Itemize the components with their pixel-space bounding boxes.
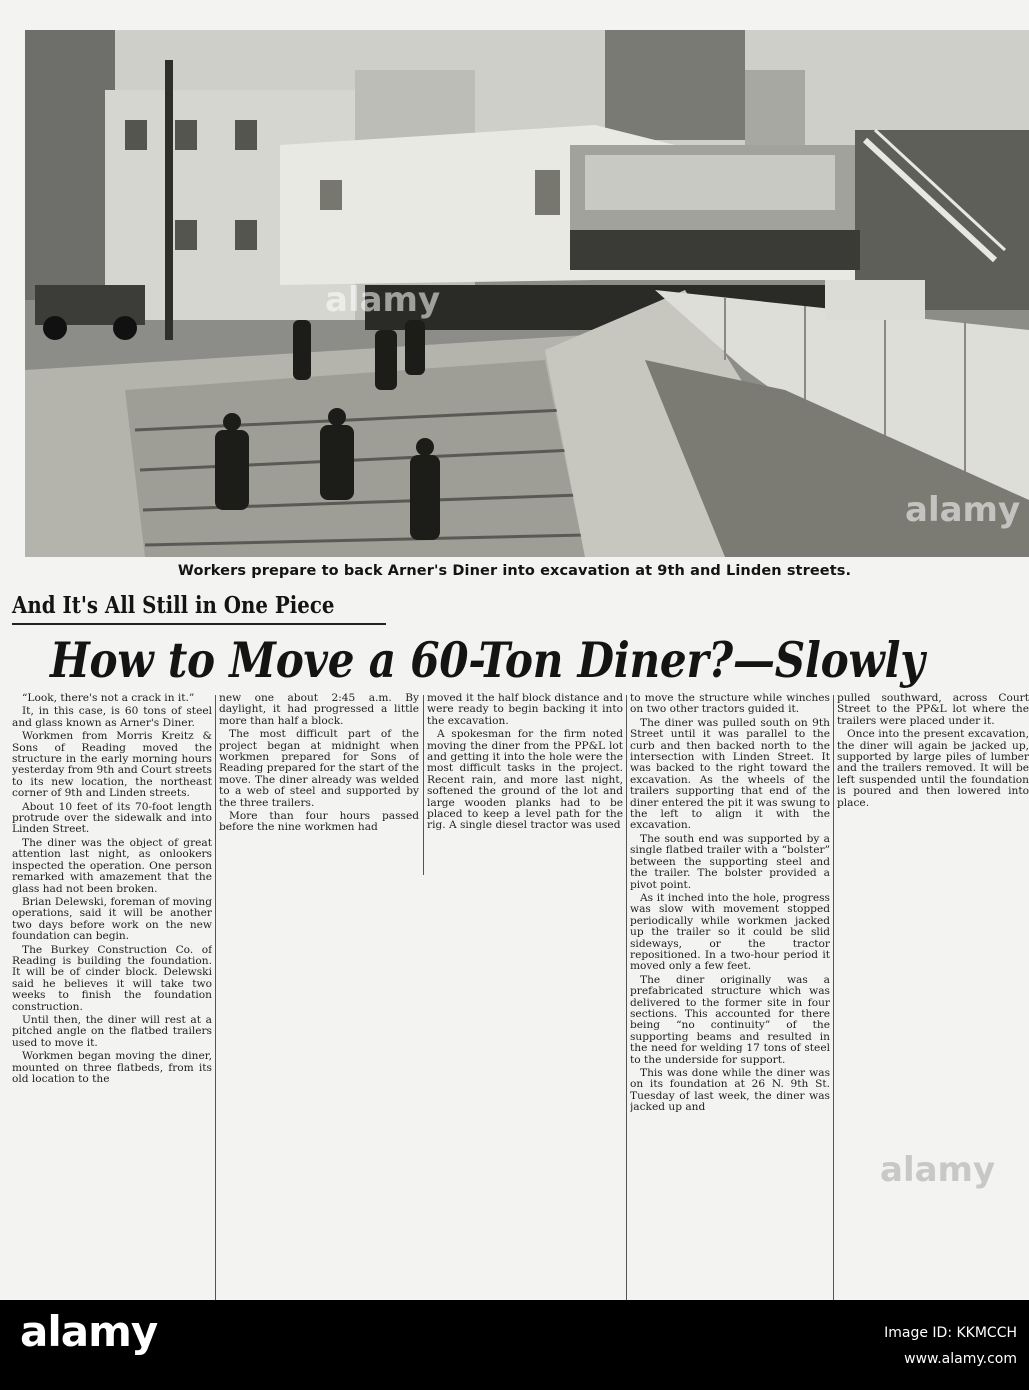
paragraph: As it inched into the hole, progress was slow with movement stopped periodically while workmen jacked up the trailer so it could be slid sideways, or the tractor repositioned. In a two-hour period it moved only a few feet. <box>630 891 830 973</box>
kicker-headline: And It's All Still in One Piece <box>12 592 335 619</box>
article-column-3 <box>427 693 623 873</box>
main-headline: How to Move a 60-Ton Diner?—Slowly <box>50 631 925 689</box>
paragraph: Until then, the diner will rest at a pitched angle on the flatbed trailers used to move it. <box>12 1013 212 1049</box>
column-divider <box>626 695 627 1300</box>
paragraph: Workmen from Morris Kreitz & Sons of Reading moved the structure in the early morning hours yesterday from 9th and Court streets to its new location, the northeast corner of 9th and Linden streets. <box>12 730 212 800</box>
diner-photo-illustration <box>25 30 1029 557</box>
paragraph: new one about 2:45 a.m. By daylight, it had progressed a little more than half a block. <box>219 693 419 727</box>
paragraph: The diner originally was a prefabricated structure which was delivered to the former site in four sections. This accounted for there being “no continuity” of the supporting beams and resulted in the need for welding 17 tons of steel to the underside for support. <box>630 973 830 1066</box>
watermark-text: alamy <box>880 1150 996 1190</box>
paragraph: Brian Delewski, foreman of moving operations, said it will be another two days before work on the new foundation can begin. <box>12 895 212 943</box>
article-column-5 <box>837 693 1029 883</box>
paragraph: The diner was the object of great attention last night, as onlookers inspected the operation. One person remarked with amazement that the glass had not been broken. <box>12 836 212 895</box>
article-column-2 <box>219 693 419 873</box>
column-divider <box>423 695 424 875</box>
paragraph: This was done while the diner was on its foundation at 26 N. 9th St. Tuesday of last week, the diner was jacked up and <box>630 1067 830 1114</box>
paragraph: to move the structure while winches on two other tractors guided it. <box>630 693 830 716</box>
article-column-1 <box>12 693 212 1295</box>
alamy-logo: alamy <box>20 1307 158 1356</box>
kicker-underline <box>12 623 386 625</box>
article-column-4 <box>630 693 830 1295</box>
paragraph: More than four hours passed before the nine workmen had <box>219 810 419 834</box>
paragraph: About 10 feet of its 70-foot length protrude over the sidewalk and into Linden Street. <box>12 800 212 836</box>
column-divider <box>833 695 834 1300</box>
news-photo <box>25 30 1029 557</box>
photo-caption: Workers prepare to back Arner's Diner into excavation at 9th and Linden streets. <box>177 563 852 579</box>
paragraph: The diner was pulled south on 9th Street until it was parallel to the curb and then backed north to the intersection with Linden Street. It was backed to the right toward the excavation. As the wheels of the trailers supporting that end of the diner entered the pit it was swung to the left to align it with the excavation. <box>630 716 830 832</box>
watermark-text: alamy <box>905 490 1021 530</box>
site-url: www.alamy.com <box>904 1351 1017 1367</box>
paragraph: The south end was supported by a single flatbed trailer with a “bolster” between the supporting steel and the trailer. The bolster provided a pivot point. <box>630 832 830 891</box>
image-id-label: Image ID: KKMCCH <box>884 1325 1017 1341</box>
paragraph: A spokesman for the firm noted moving the diner from the PP&L lot and getting it into the hole were the most difficult tasks in the project. Recent rain, and more last night, softened the ground of the lot and large wooden planks had to be placed to keep a level path for the rig. A single diesel tractor was used <box>427 728 623 832</box>
paragraph: moved it the half block distance and were ready to begin backing it into the excavation. <box>427 693 623 727</box>
paragraph: “Look, there's not a crack in it.” <box>22 693 195 704</box>
paragraph: The most difficult part of the project began at midnight when workmen prepared for Sons of Reading prepared for the start of the move. The diner already was welded to a web of steel and supported by the three trailers. <box>219 728 419 809</box>
paragraph: Workmen began moving the diner, mounted on three flatbeds, from its old location to the <box>12 1050 212 1085</box>
paragraph: Once into the present excavation, the diner will again be jacked up, supported by large piles of lumber and the trailers removed. It will be left suspended until the foundation is poured and then lowered into place. <box>837 728 1029 809</box>
column-divider <box>215 695 216 1300</box>
watermark-text: alamy <box>325 280 441 320</box>
paragraph: pulled southward, across Court Street to the PP&L lot where the trailers were placed under it. <box>837 693 1029 727</box>
paragraph: It, in this case, is 60 tons of steel and glass known as Arner's Diner. <box>12 705 212 729</box>
paragraph: The Burkey Construction Co. of Reading is building the foundation. It will be of cinder block. Delewski said he believes it will take two weeks to finish the foundation construction. <box>12 943 212 1013</box>
